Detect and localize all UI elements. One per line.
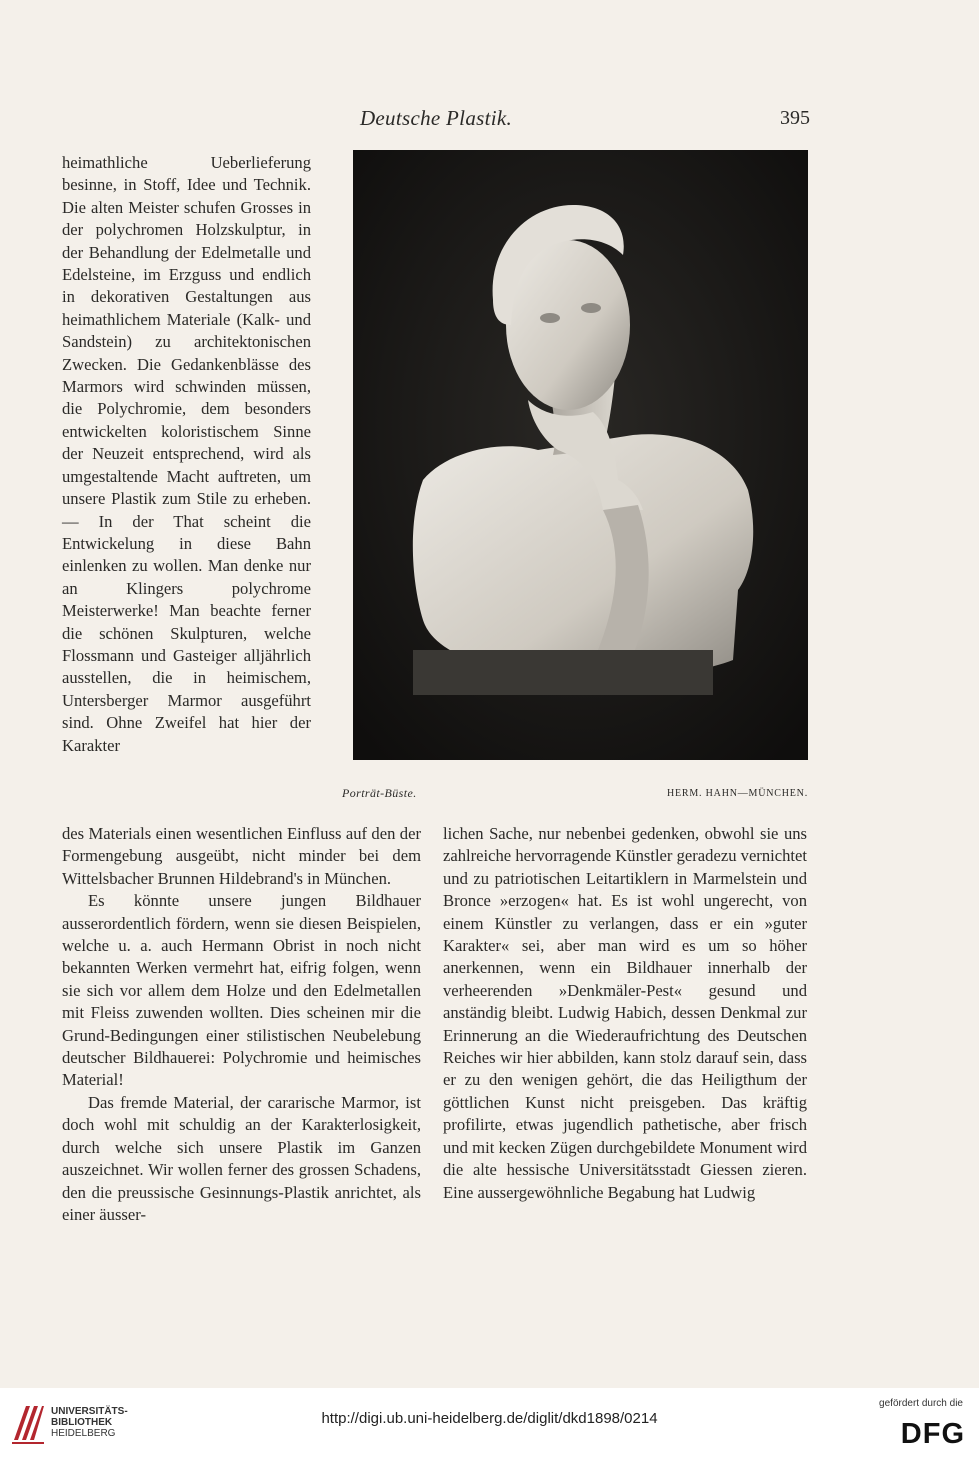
library-line: UNIVERSITÄTS- xyxy=(51,1406,128,1417)
top-column-text xyxy=(62,152,311,757)
page-header xyxy=(62,106,810,136)
paragraph: lichen Sache, nur nebenbei gedenken, obwohl sie uns zahlreiche hervorragende Künstler geradezu vernichtet und zu patriotischen Leitartiklern in Marmelstein und Bronce »erzogen« hat. Es ist wohl ungerecht, von einem Künstler zu verlangen, dass er ein »guter Karakter« sei, aber man wird es um so höher anerkennen, wenn ein Bildhauer innerhalb der verheerenden »Denkmäler-Pest« gesund und anständig bleibt. Ludwig Habich, dessen Denkmal zur Erinnerung an die Wiederaufrichtung des Deutschen Reiches wir hier abbilden, kann stolz darauf sein, dass er zu den wenigen gehört, die das Heiligthum der göttlichen Kunst nicht preisgeben. Das kräftig profilirte, etwas jugendlich pathetische, aber frisch und mit kecken Zügen durchgebildete Monument wird die alte hessische Universitätsstadt Giessen zieren. Eine aussergewöhnliche Begabung hat Ludwig xyxy=(443,824,807,1202)
permalink-url[interactable]: http://digi.ub.uni-heidelberg.de/diglit/dkd1898/0214 xyxy=(321,1410,658,1427)
dfg-logo: DFG xyxy=(900,1418,965,1450)
portrait-bust-photo xyxy=(353,150,808,760)
library-line: BIBLIOTHEK xyxy=(51,1417,113,1428)
running-title: Deutsche Plastik. xyxy=(359,106,513,130)
paragraph: des Materials einen wesentlichen Einfluss auf den der Formengebung ausgeübt, nicht minder bei dem Wittelsbacher Brunnen Hildebrand's in München. xyxy=(62,824,421,888)
paragraph: Es könnte unsere jungen Bildhauer ausserordentlich fördern, wenn sie diesen Beispielen, welche u. a. auch Hermann Obrist in noch nicht bekannten Werken vermehrt hat, eifrig folgen, wenn sie sich vor allem dem Holze und den Edelmetallen mit Fleiss zuwenden wollten. Dies scheinen mir die Grund-Bedingungen einer stilistischen Neubelebung deutscher Bildhauerei: Polychromie und heimisches Material! xyxy=(62,891,421,1090)
bottom-left-column xyxy=(62,823,421,1226)
bust-image xyxy=(353,150,808,760)
paragraph: Das fremde Material, der cararische Marmor, ist doch wohl mit schuldig an der Karakterlosigkeit, durch welche sich unsere Plastik im Ganzen auszeichnet. Wir wollen ferner des grossen Schadens, den die preussische Gesinnungs-Plastik anrichtet, als einer äusser- xyxy=(62,1092,421,1224)
bottom-right-column xyxy=(443,823,807,1204)
figure-caption-artist: HERM. HAHN—MÜNCHEN. xyxy=(666,788,808,799)
page-number: 395 xyxy=(780,107,810,129)
paragraph: heimathliche Ueberlieferung besinne, in Stoff, Idee und Technik. Die alten Meister schufen Grosses in der polychromen Holzskulptur, in der Behandlung der Edelmetalle und Edelsteine, im Erzguss und endlich in dekorativen Gestaltungen aus heimathlichem Materiale (Kalk- und Sandstein) zu architektonischen Zwecken. Die Gedankenblässe des Marmors wird schwinden müssen, die Polychromie, dem besonders entwickelten koloristischem Sinne der Neuzeit entsprechend, wird als umgestaltende Macht auftreten, um unsere Plastik zum Stile zu erheben. — In der That scheint die Entwickelung in diese Bahn einlenken zu wollen. Man denke nur an Klingers polychrome Meisterwerke! Man beachte ferner die schönen Skulpturen, welche Flossmann und Gasteiger alljährlich ausstellen, die in heimischem, Untersberger Marmor ausgeführt sind. Ohne Zweifel hat hier der Karakter xyxy=(62,153,311,755)
footer-bar xyxy=(0,1388,979,1459)
figure-caption-title: Porträt-Büste. xyxy=(342,786,417,800)
library-line: HEIDELBERG xyxy=(51,1428,116,1439)
funding-note: gefördert durch die xyxy=(879,1398,963,1409)
